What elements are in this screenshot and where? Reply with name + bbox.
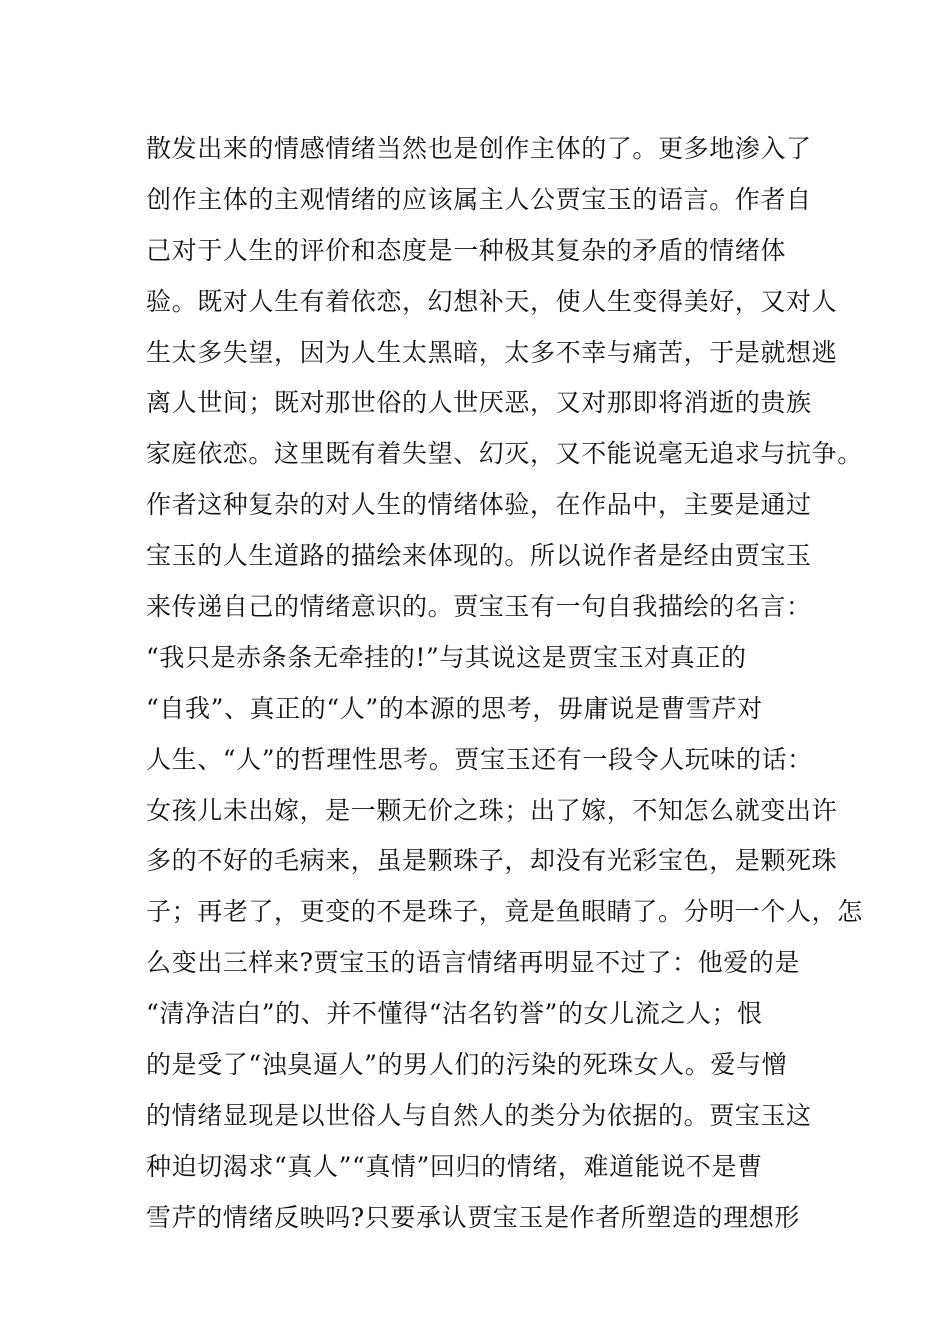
text-line: 验。既对人生有着依恋，幻想补天，使人生变得美好，又对人 (146, 286, 838, 316)
text-line: 作者这种复杂的对人生的情绪体验，在作品中，主要是通过 (146, 490, 812, 520)
text-line: 离人世间；既对那世俗的人世厌恶，又对那即将消逝的贵族 (146, 388, 812, 418)
text-line: 宝玉的人生道路的描绘来体现的。所以说作者是经由贾宝玉 (146, 541, 812, 571)
text-line: 散发出来的情感情绪当然也是创作主体的了。更多地渗入了 (146, 134, 812, 163)
text-line: 子；再老了，更变的不是珠子，竟是鱼眼睛了。分明一个人，怎 (146, 897, 863, 927)
text-line: 生太多失望，因为人生太黑暗，太多不幸与痛苦，于是就想逃 (146, 337, 838, 367)
body-text (146, 124, 863, 1244)
text-line: 多的不好的毛病来，虽是颗珠子，却没有光彩宝色，是颗死珠 (146, 846, 838, 876)
text-line: 么变出三样来?贾宝玉的语言情绪再明显不过了：他爱的是 (146, 948, 801, 978)
text-line: 创作主体的主观情绪的应该属主人公贾宝玉的语言。作者自 (146, 184, 812, 214)
text-line: 的是受了“浊臭逼人”的男人们的污染的死珠女人。爱与憎 (146, 1050, 788, 1080)
text-line: 的情绪显现是以世俗人与自然人的类分为依据的。贾宝玉这 (146, 1100, 812, 1130)
text-line: “清净洁白”的、并不懂得“沽名钓誉”的女儿流之人；恨 (146, 999, 763, 1029)
text-line: “我只是赤条条无牵挂的!”与其说这是贾宝玉对真正的 (146, 642, 747, 672)
text-line: 种迫切渴求“真人”“真情”回归的情绪，难道能说不是曹 (146, 1151, 763, 1181)
text-line: 人生、“人”的哲理性思考。贾宝玉还有一段令人玩味的话： (146, 744, 813, 774)
text-line: 己对于人生的评价和态度是一种极其复杂的矛盾的情绪体 (146, 235, 787, 265)
text-line: 来传递自己的情绪意识的。贾宝玉有一句自我描绘的名言： (146, 592, 812, 622)
text-line: 家庭依恋。这里既有着失望、幻灭，又不能说毫无追求与抗争。 (146, 439, 863, 469)
text-line: 女孩儿未出嫁，是一颗无价之珠；出了嫁，不知怎么就变出许 (146, 795, 838, 825)
text-line: 雪芹的情绪反映吗?只要承认贾宝玉是作者所塑造的理想形 (146, 1202, 801, 1232)
text-line: “自我”、真正的“人”的本源的思考，毋庸说是曹雪芹对 (146, 693, 763, 723)
